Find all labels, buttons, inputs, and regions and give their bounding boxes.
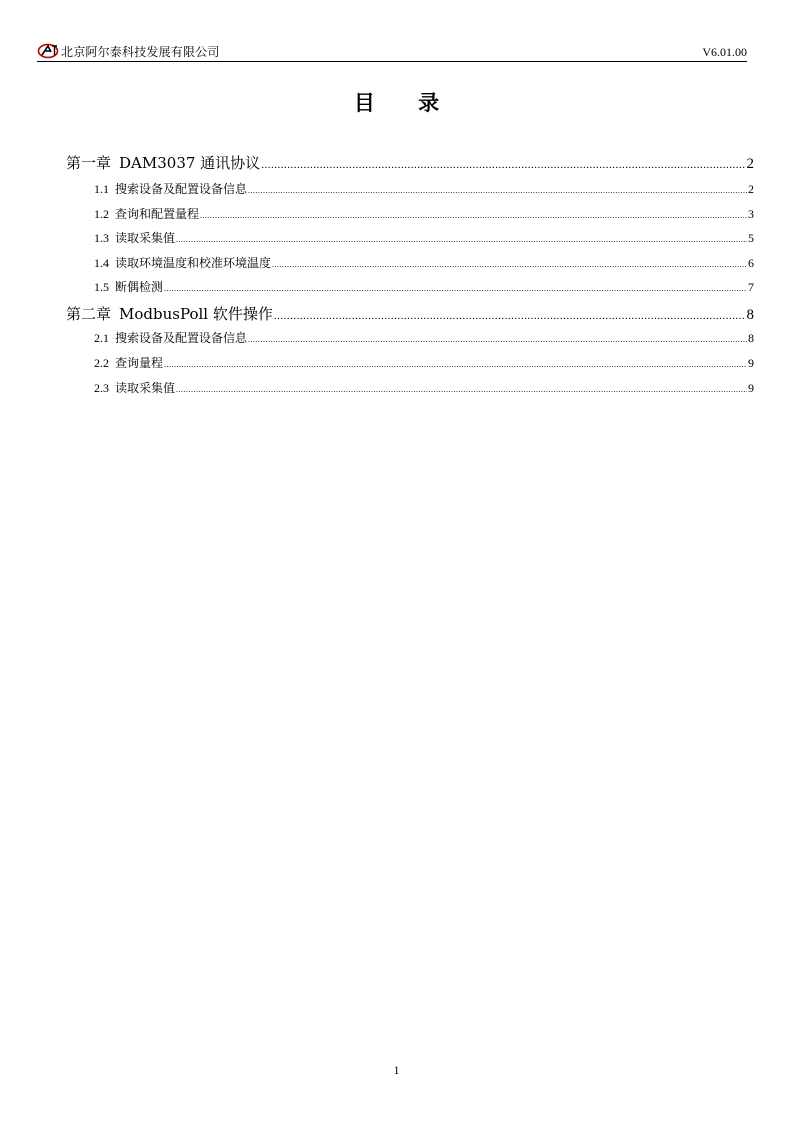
toc-entry-page: 9 — [748, 381, 754, 395]
toc-entry-1-2[interactable] — [94, 205, 754, 223]
toc-entry-number: 1.5 — [94, 280, 109, 294]
toc-entry-title: 断偶检测 — [115, 280, 164, 294]
toc-entry-number: 2.2 — [94, 356, 109, 370]
toc-entry-number: 第一章 — [66, 156, 112, 172]
toc-entry-number: 1.4 — [94, 256, 109, 270]
toc-entry-number: 2.1 — [94, 331, 109, 345]
toc-entry-page: 5 — [748, 231, 754, 245]
toc-leader-dots — [261, 159, 745, 171]
toc-entry-title: 查询和配置量程 — [115, 207, 200, 221]
toc-entry-page: 2 — [746, 156, 754, 172]
toc-entry-title: 读取环境温度和校准环境温度 — [115, 256, 272, 270]
toc-entry-page: 3 — [748, 207, 754, 221]
toc-entry-title: 读取采集值 — [115, 231, 176, 245]
toc-entry-page: 9 — [748, 356, 754, 370]
toc-entry-2-1[interactable] — [94, 329, 754, 347]
toc-entry-number: 第二章 — [66, 307, 112, 323]
page-title: 目 录 — [353, 90, 458, 115]
page-header — [37, 43, 747, 62]
toc-entry-2-3[interactable] — [94, 379, 754, 397]
toc-entry-title: 读取采集值 — [115, 381, 176, 395]
document-version: V6.01.00 — [702, 45, 747, 59]
toc-entry-chapter-2[interactable] — [66, 303, 754, 323]
toc-entry-page: 8 — [746, 307, 754, 323]
toc-entry-page: 8 — [748, 331, 754, 345]
toc-entry-title: ModbusPoll 软件操作 — [119, 305, 273, 323]
toc-leader-dots — [200, 211, 747, 220]
toc-entry-number: 2.3 — [94, 381, 109, 395]
toc-leader-dots — [248, 335, 747, 344]
toc-entry-chapter-1[interactable] — [66, 152, 754, 172]
toc-leader-dots — [164, 284, 747, 293]
toc-entry-title: DAM3037 通讯协议 — [119, 154, 261, 172]
art-logo-icon — [37, 43, 59, 59]
toc-leader-dots — [164, 360, 747, 369]
company-name: 北京阿尔泰科技发展有限公司 — [61, 45, 220, 59]
toc-leader-dots — [272, 260, 747, 269]
toc-entry-title: 搜索设备及配置设备信息 — [115, 331, 248, 345]
toc-entry-2-2[interactable] — [94, 354, 754, 372]
toc-entry-page: 6 — [748, 256, 754, 270]
toc-leader-dots — [248, 186, 747, 195]
toc-leader-dots — [176, 385, 747, 394]
toc-entry-1-1[interactable] — [94, 180, 754, 198]
toc-entry-number: 1.2 — [94, 207, 109, 221]
toc-entry-number: 1.3 — [94, 231, 109, 245]
toc-entry-page: 7 — [748, 280, 754, 294]
toc-leader-dots — [274, 310, 746, 322]
toc-entry-1-3[interactable] — [94, 229, 754, 247]
toc-entry-1-4[interactable] — [94, 254, 754, 272]
toc-entry-title: 查询量程 — [115, 356, 164, 370]
toc-entry-1-5[interactable] — [94, 278, 754, 296]
toc-leader-dots — [176, 235, 747, 244]
toc-entry-title: 搜索设备及配置设备信息 — [115, 182, 248, 196]
page-number: 1 — [393, 1063, 400, 1077]
toc-entry-page: 2 — [748, 182, 754, 196]
toc-entry-number: 1.1 — [94, 182, 109, 196]
